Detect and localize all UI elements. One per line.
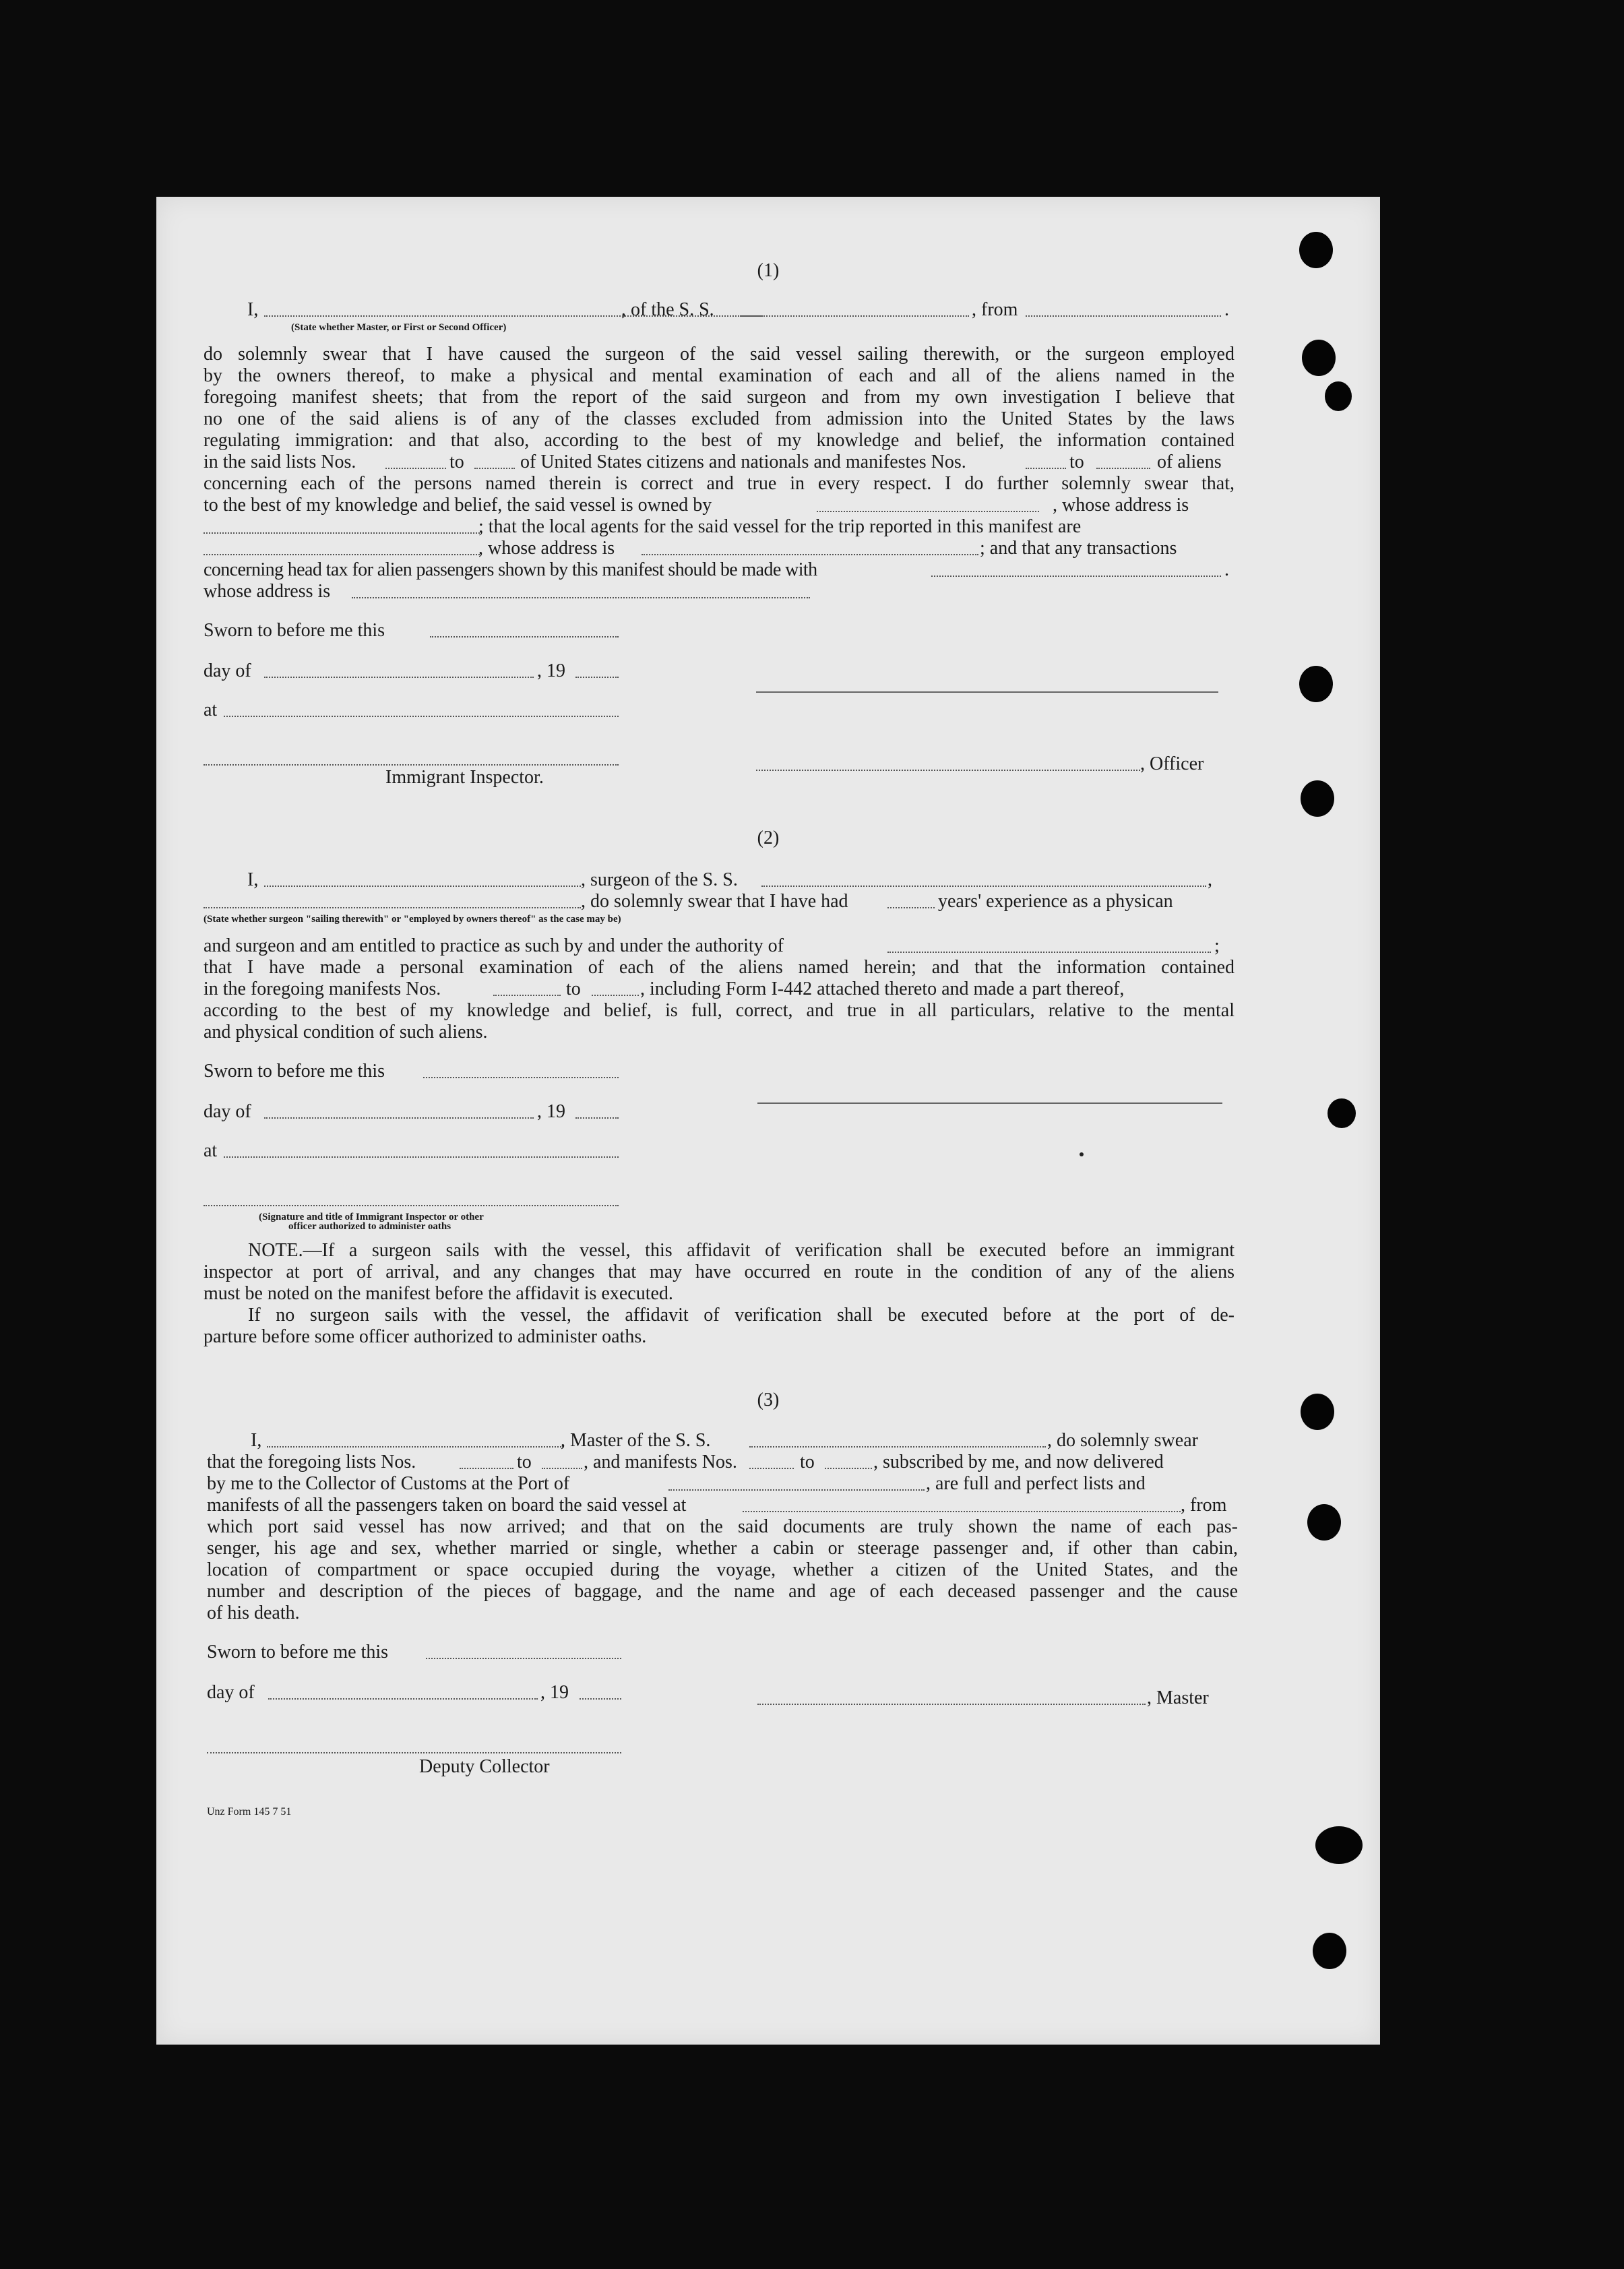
- s1-whose-address-field[interactable]: [352, 597, 810, 598]
- note-line-3: must be noted on the manifest before the affidavit is executed.: [204, 1283, 673, 1304]
- s3-manifest-to-field[interactable]: [825, 1468, 872, 1469]
- s1-citizens-label: of United States citizens and nationals and manifestes Nos.: [520, 452, 966, 472]
- s2-day-label: day of: [204, 1101, 251, 1122]
- s3-deputy-label: Deputy Collector: [419, 1756, 550, 1777]
- s1-year-label: , 19: [537, 660, 565, 681]
- s2-years-field[interactable]: [887, 907, 935, 908]
- s1-inspector-label: Immigrant Inspector.: [385, 767, 544, 788]
- s3-to-1: to: [517, 1452, 532, 1472]
- section-3-number: (3): [757, 1390, 780, 1410]
- s2-manifest-to-field[interactable]: [592, 995, 639, 996]
- s1-from-field[interactable]: [1026, 315, 1221, 317]
- speck: [1080, 1152, 1084, 1156]
- punch-hole: [1325, 381, 1352, 411]
- s1-manifest-to-field[interactable]: [1096, 468, 1150, 469]
- s3-line: number and description of the pieces of baggage, and the name and age of each deceased passenger and the cause: [207, 1581, 1238, 1602]
- s3-ship-field[interactable]: [749, 1446, 1046, 1448]
- s3-to-2: to: [800, 1452, 815, 1472]
- s1-agents-label: ; that the local agents for the said vessel for the trip reported in this manifest are: [478, 516, 1082, 537]
- s2-to: to: [566, 978, 581, 999]
- s2-semicolon: ;: [1214, 935, 1220, 956]
- s2-note: (State whether surgeon "sailing therewith" or "employed by owners thereof" as the case may be): [204, 914, 621, 925]
- s1-aliens-label: of aliens: [1157, 452, 1222, 472]
- s1-sworn-field[interactable]: [430, 636, 619, 638]
- punch-hole: [1302, 340, 1336, 376]
- s2-ship-field[interactable]: [761, 885, 1206, 887]
- s2-line: that I have made a personal examination of each of the aliens named herein; and that the information contained: [204, 957, 1235, 978]
- s1-officer-label: , Officer: [1140, 753, 1204, 774]
- section-1-number: (1): [757, 260, 780, 281]
- s1-agents-address-field[interactable]: [642, 554, 978, 555]
- s3-master-signature-field[interactable]: [757, 1704, 1146, 1705]
- note-line-5: parture before some officer authorized to administer oaths.: [204, 1326, 647, 1347]
- s3-taken-label: manifests of all the passengers taken on board the said vessel at: [207, 1495, 687, 1516]
- s1-ship-field[interactable]: [740, 315, 969, 317]
- section-2-number: (2): [757, 828, 780, 848]
- s1-inspector-signature-field[interactable]: [204, 764, 619, 766]
- s2-body-2: [204, 1000, 1235, 1022]
- s1-headtax-end: .: [1224, 559, 1229, 580]
- s1-line: do solemnly swear that I have caused the surgeon of the said vessel sailing therewith, or the surgeon employed: [204, 344, 1235, 365]
- s2-body: [204, 957, 1235, 978]
- punch-hole: [1313, 1933, 1346, 1969]
- s3-master-label: , Master of the S. S.: [561, 1430, 711, 1451]
- s2-signature-line[interactable]: [757, 1102, 1222, 1104]
- s1-agents-field[interactable]: [204, 554, 480, 555]
- s1-line: by the owners thereof, to make a physical and mental examination of each and all of the aliens named in the: [204, 365, 1235, 386]
- s2-sig-note-2: officer authorized to administer oaths: [288, 1221, 451, 1232]
- s3-board-field[interactable]: [743, 1511, 1181, 1512]
- form-number: Unz Form 145 7 51: [207, 1806, 292, 1817]
- s3-manifest-from-field[interactable]: [749, 1468, 794, 1469]
- s1-signature-line[interactable]: [756, 691, 1218, 693]
- note-line: If no surgeon sails with the vessel, the affidavit of verification shall be executed before at the port of de-: [248, 1305, 1235, 1326]
- punch-hole: [1315, 1826, 1363, 1864]
- s3-day-label: day of: [207, 1682, 255, 1703]
- s2-line-last: and physical condition of such aliens.: [204, 1022, 488, 1043]
- punch-hole: [1301, 1394, 1334, 1430]
- s1-to-1: to: [449, 452, 464, 472]
- s1-manifest-from-field[interactable]: [1026, 468, 1066, 469]
- s3-name-field[interactable]: [267, 1446, 563, 1448]
- s1-sworn-label: Sworn to before me this: [204, 620, 385, 641]
- s2-authority-field[interactable]: [887, 952, 1211, 953]
- s3-sworn-label: Sworn to before me this: [207, 1642, 389, 1662]
- s2-form-label: , including Form I-442 attached thereto and made a part thereof,: [640, 978, 1125, 999]
- s3-body: [207, 1516, 1238, 1603]
- s1-officer-signature-field[interactable]: [756, 770, 1140, 771]
- s1-agents-address-label: , whose address is: [478, 538, 615, 559]
- s1-to-2: to: [1069, 452, 1084, 472]
- s1-line: regulating immigration: and that also, according to the best of my knowledge and belief, the information contained: [204, 430, 1235, 451]
- s1-whose-address-label: whose address is: [204, 581, 331, 602]
- s2-year-field[interactable]: [575, 1117, 619, 1119]
- s1-owner-field[interactable]: [817, 511, 1039, 512]
- s2-swear-label: , do solemnly swear that I have had: [581, 891, 848, 912]
- s3-lists-from-field[interactable]: [460, 1468, 513, 1469]
- s2-at-label: at: [204, 1140, 218, 1161]
- s1-lists-label: in the said lists Nos.: [204, 452, 356, 472]
- s3-line: location of compartment or space occupied during the voyage, whether a citizen of the United States, and the: [207, 1559, 1238, 1580]
- s1-headtax-label: concerning head tax for alien passengers shown by this manifest should be made with: [204, 559, 817, 580]
- s3-deputy-signature-field[interactable]: [207, 1752, 621, 1753]
- note-block: [204, 1240, 1235, 1283]
- s2-name-field[interactable]: [264, 885, 581, 887]
- s1-lists-to-field[interactable]: [474, 468, 515, 469]
- s1-end: .: [1224, 299, 1229, 320]
- s3-i: I,: [251, 1430, 262, 1451]
- punch-hole: [1307, 1504, 1341, 1541]
- s2-comma: ,: [1208, 869, 1212, 890]
- s2-manifest-from-field[interactable]: [493, 995, 561, 996]
- s3-day-field[interactable]: [268, 1698, 538, 1700]
- s2-sig-note-1: (Signature and title of Immigrant Inspector or other: [259, 1212, 484, 1222]
- s1-day-field[interactable]: [264, 677, 534, 678]
- s1-lists-from-field[interactable]: [385, 468, 446, 469]
- s3-manifests-label: , and manifests Nos.: [584, 1452, 737, 1472]
- s1-line: concerning each of the persons named therein is correct and true in every respect. I do further solemnly swear that,: [204, 473, 1235, 494]
- s3-line: which port said vessel has now arrived; and that on the said documents are truly shown the name of each pas-: [207, 1516, 1238, 1537]
- s1-transactions-label: ; and that any transactions: [980, 538, 1177, 559]
- s2-status-field[interactable]: [204, 907, 581, 908]
- s3-line: senger, his age and sex, whether married or single, whether a cabin or steerage passenger and, if other than cabin,: [207, 1538, 1238, 1559]
- s2-manifests-label: in the foregoing manifests Nos.: [204, 978, 441, 999]
- s3-port-label: by me to the Collector of Customs at the Port of: [207, 1473, 570, 1494]
- s3-lists-to-field[interactable]: [542, 1468, 582, 1469]
- s3-year-label: , 19: [540, 1682, 569, 1703]
- s3-line-last: of his death.: [207, 1603, 300, 1623]
- s2-i: I,: [247, 869, 259, 890]
- s1-line: foregoing manifest sheets; that from the report of the said surgeon and from my own investigation I believe that: [204, 387, 1235, 408]
- s1-body: [204, 344, 1235, 452]
- s1-body-2: [204, 473, 1235, 495]
- s2-sworn-label: Sworn to before me this: [204, 1061, 385, 1082]
- punch-hole: [1328, 1098, 1356, 1128]
- s1-address-label: , whose address is: [1053, 495, 1189, 516]
- s3-sworn-field[interactable]: [426, 1658, 621, 1659]
- s3-from-label: , from: [1181, 1495, 1227, 1516]
- s1-owner-address-field[interactable]: [204, 532, 480, 534]
- s1-line: no one of the said aliens is of any of the classes excluded from admission into the United States by the laws: [204, 408, 1235, 429]
- s1-owned-label: to the best of my knowledge and belief, the said vessel is owned by: [204, 495, 712, 516]
- s1-day-label: day of: [204, 660, 251, 681]
- s3-swear-label: , do solemnly swear: [1047, 1430, 1198, 1451]
- s2-year-label: , 19: [537, 1101, 565, 1122]
- s3-subscribed-label: , subscribed by me, and now delivered: [873, 1452, 1164, 1472]
- s2-sworn-field[interactable]: [423, 1077, 619, 1078]
- s1-at-field[interactable]: [224, 716, 619, 717]
- note-line: NOTE.—If a surgeon sails with the vessel, this affidavit of verification shall be executed before an immigrant: [248, 1240, 1235, 1261]
- s3-lists-perfect-label: , are full and perfect lists and: [926, 1473, 1146, 1494]
- s1-note: (State whether Master, or First or Second Officer): [291, 322, 507, 333]
- s1-ss-label: , of the S. S.: [621, 299, 714, 320]
- s3-port-field[interactable]: [668, 1489, 925, 1491]
- s3-year-field[interactable]: [580, 1698, 621, 1700]
- s2-authority-label: and surgeon and am entitled to practice as such by and under the authority of: [204, 935, 784, 956]
- s2-experience-label: years' experience as a physican: [938, 891, 1173, 912]
- note-block-2: [204, 1305, 1235, 1326]
- s1-headtax-field[interactable]: [931, 576, 1221, 577]
- s3-lists-label: that the foregoing lists Nos.: [207, 1452, 416, 1472]
- s2-day-field[interactable]: [264, 1117, 534, 1119]
- punch-hole: [1299, 232, 1333, 268]
- punch-hole: [1299, 666, 1333, 702]
- note-line: inspector at port of arrival, and any changes that may have occurred en route in the condition of any of the aliens: [204, 1262, 1235, 1282]
- s2-at-field[interactable]: [224, 1156, 619, 1158]
- punch-hole: [1301, 780, 1334, 817]
- s1-from-label: , from: [972, 299, 1018, 320]
- s1-at-label: at: [204, 700, 218, 720]
- s2-inspector-signature-field[interactable]: [204, 1205, 619, 1206]
- s2-line: according to the best of my knowledge and belief, is full, correct, and true in all particulars, relative to the mental: [204, 1000, 1235, 1021]
- s1-year-field[interactable]: [575, 677, 619, 678]
- s3-master-sig-label: , Master: [1147, 1687, 1209, 1708]
- document-page: [156, 197, 1380, 2045]
- s2-surgeon-label: , surgeon of the S. S.: [581, 869, 738, 890]
- s1-i: I,: [247, 299, 259, 320]
